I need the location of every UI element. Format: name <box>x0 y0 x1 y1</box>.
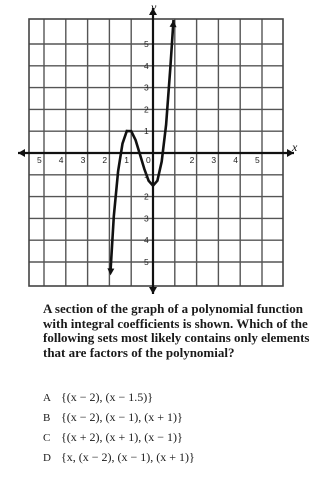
choice-letter: B <box>43 412 51 424</box>
question-text: A section of the graph of a polynomial function with integral coefficients is shown. Which of the following sets most likely contains only elements that are factors of the polynomial? <box>43 301 310 360</box>
choice-text: {(x + 2), (x + 1), (x − 1)} <box>61 430 183 444</box>
choice-d[interactable] <box>43 448 323 468</box>
y-tick-label: 5 <box>144 39 149 49</box>
choice-letter: C <box>43 432 51 444</box>
choice-c[interactable] <box>43 428 323 448</box>
choice-b[interactable] <box>43 408 323 428</box>
choice-text: {(x − 2), (x − 1.5)} <box>61 390 154 404</box>
y-tick-label: 4 <box>144 60 149 71</box>
x-tick-label: 2 <box>102 155 108 165</box>
x-tick-label: 5 <box>37 155 42 165</box>
x-tick-label: 0 <box>146 155 151 165</box>
y-tick-label: 3 <box>144 213 149 224</box>
x-tick-label: 3 <box>211 155 217 165</box>
graph-axes <box>18 8 294 294</box>
choice-letter: A <box>43 392 51 404</box>
y-tick-label: 2 <box>144 104 149 115</box>
choice-text: {x, (x − 2), (x − 1), (x + 1)} <box>61 450 195 464</box>
polynomial-curve <box>111 20 174 271</box>
y-tick-label: 1 <box>144 169 149 180</box>
x-tick-label: 2 <box>189 155 195 165</box>
y-tick-label: 4 <box>144 235 149 246</box>
x-axis-arrow-left-icon <box>18 149 25 157</box>
y-tick-label: 1 <box>144 126 149 137</box>
choice-text: {(x − 2), (x − 1), (x + 1)} <box>61 410 183 424</box>
x-axis-label: x <box>292 140 298 154</box>
x-tick-label: 4 <box>58 155 64 165</box>
x-tick-label: 5 <box>255 155 260 165</box>
x-tick-label: 3 <box>80 155 86 165</box>
y-tick-label: 2 <box>144 191 149 202</box>
x-tick-label: 1 <box>124 155 129 165</box>
choice-letter: D <box>43 452 51 464</box>
y-tick-label: 5 <box>144 257 149 267</box>
y-axis-label: y <box>151 0 157 14</box>
y-tick-label: 3 <box>144 82 149 93</box>
y-axis-arrow-down-icon <box>149 287 157 294</box>
choice-a[interactable] <box>43 388 323 408</box>
x-tick-label: 4 <box>233 155 238 165</box>
answer-choices <box>43 388 323 468</box>
